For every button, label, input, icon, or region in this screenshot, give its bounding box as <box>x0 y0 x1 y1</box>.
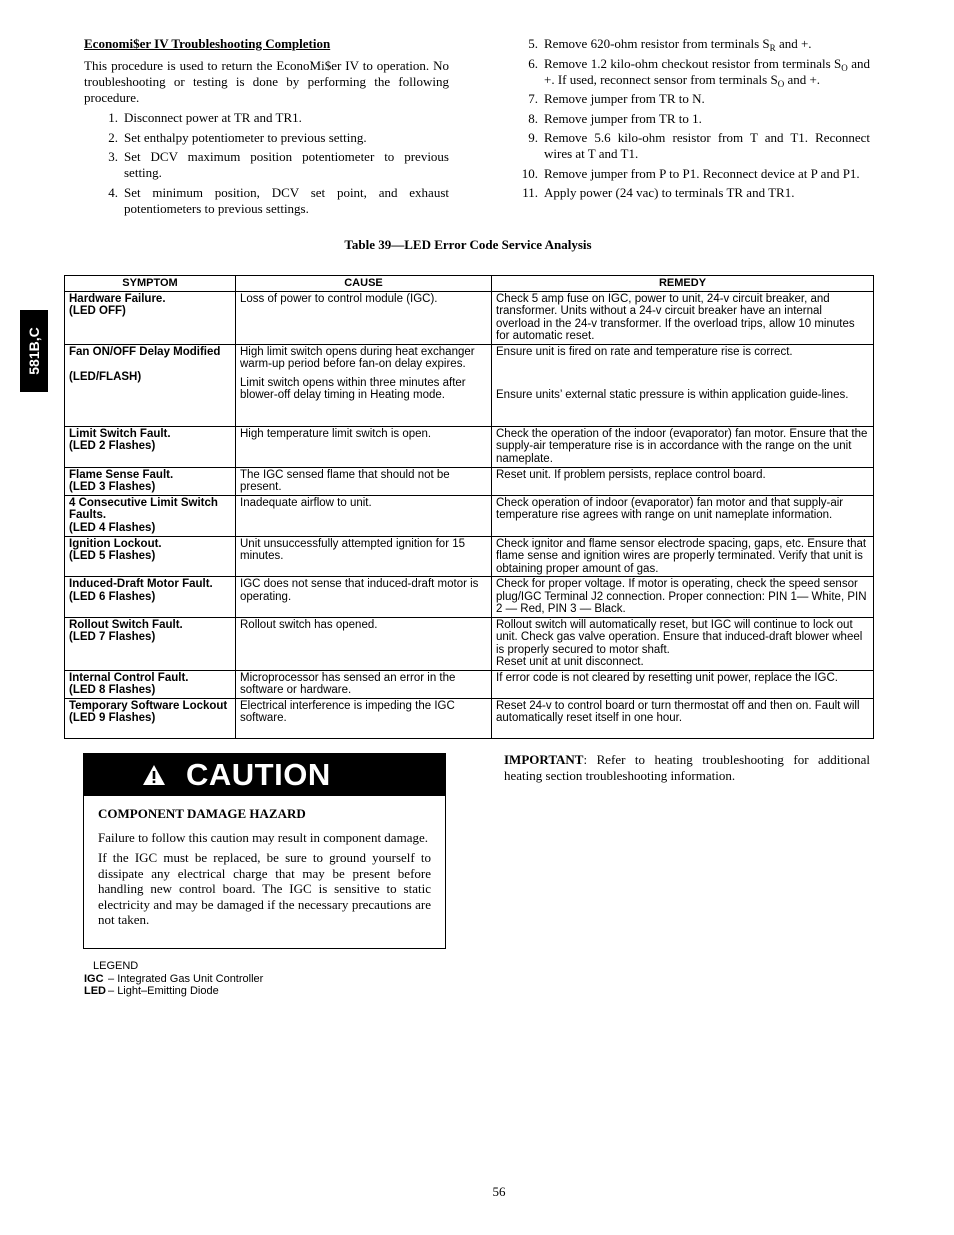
table-row <box>65 698 874 738</box>
table-row <box>65 291 874 344</box>
remedy-cell: If error code is not cleared by resetting unit power, replace the IGC. <box>492 670 874 698</box>
step-text: Remove jumper from P to P1. Reconnect device at P and P1. <box>544 165 860 181</box>
table-row <box>65 344 874 426</box>
step-text: Remove 1.2 kilo-ohm checkout resistor from terminals $S_O$ and +. If used, reconnect sensor from terminals $S_O$ and +. <box>544 55 870 89</box>
step-number: 3. <box>108 149 118 164</box>
remedy-cell: Check operation of indoor (evaporator) fan motor and that supply-air temperature rise agrees with range on unit nameplate information. <box>492 495 874 536</box>
step-text: Remove 5.6 kilo-ohm resistor from T and T1. Reconnect wires at T and T1. <box>544 130 870 161</box>
caution-body <box>84 796 445 928</box>
remedy-cell: Reset unit. If problem persists, replace control board. <box>492 467 874 495</box>
symptom-cell: Temporary Software Lockout (LED 9 Flashes) <box>65 698 236 738</box>
left-column <box>84 36 449 220</box>
table-title: Table 39—LED Error Code Service Analysis <box>344 237 592 252</box>
list-item <box>84 130 449 146</box>
column-header-symptom: SYMPTOM <box>65 276 236 292</box>
caution-paragraph: Failure to follow this caution may result in component damage. <box>98 829 428 845</box>
column-header-cause: CAUSE <box>236 276 492 292</box>
step-text: Remove 620-ohm resistor from terminals $S_R$ and +. <box>544 36 812 53</box>
hazard-heading: COMPONENT DAMAGE HAZARD <box>98 806 306 821</box>
caution-paragraph: If the IGC must be replaced, be sure to ground yourself to dissipate any electrical charge that may be present before handling new control board. The IGC is sensitive to static electricity and may be damaged if the necessary precautions are not taken. <box>98 850 431 927</box>
remedy-cell: Check ignitor and flame sensor electrode spacing, gaps, etc. Ensure that flame sense and ignition wires are properly terminated. Verify that unit is obtaining proper amount of gas. <box>492 536 874 577</box>
important-note <box>504 752 870 784</box>
right-column <box>504 36 870 205</box>
symptom-cell: Flame Sense Fault. (LED 3 Flashes) <box>65 467 236 495</box>
step-number: 8. <box>528 110 538 126</box>
cause-cell: Rollout switch has opened. <box>236 617 492 670</box>
step-text: Disconnect power at TR and TR1. <box>124 110 302 125</box>
legend-title: LEGEND <box>93 960 139 972</box>
cause-cell: High limit switch opens during heat exchanger warm-up period before fan-on delay expires. Limit switch opens within three minutes after blower-off delay timing in Heating mode. <box>236 344 492 426</box>
section-heading: Economi$er IV Troubleshooting Completion <box>84 36 331 51</box>
step-number: 9. <box>528 130 538 145</box>
step-number: 2. <box>108 129 118 145</box>
table-row <box>65 536 874 577</box>
step-text: Remove jumper from TR to 1. <box>544 110 702 126</box>
important-label: IMPORTANT <box>504 752 584 767</box>
side-tab-label: 581B,C <box>26 327 42 375</box>
caution-header <box>84 754 445 796</box>
legend-item: IGC – Integrated Gas Unit Controller <box>84 972 264 985</box>
remedy-cell: Check 5 amp fuse on IGC, power to unit, 24-v circuit breaker, and transformer. Units without a 24-v circuit breaker have an internal overload in the 24-v transformer. If the overload trips, allow 10 minutes for automatic reset. <box>492 291 874 344</box>
list-item <box>84 185 449 217</box>
caution-title: CAUTION <box>186 757 331 792</box>
cause-cell: Electrical interference is impeding the IGC software. <box>236 698 492 738</box>
table-row <box>65 495 874 536</box>
page-number: 56 <box>492 1184 506 1199</box>
cause-cell: The IGC sensed flame that should not be present. <box>236 467 492 495</box>
cause-cell: High temperature limit switch is open. <box>236 426 492 467</box>
list-item <box>504 130 870 162</box>
symptom-cell: Internal Control Fault. (LED 8 Flashes) <box>65 670 236 698</box>
list-item <box>504 166 870 182</box>
remedy-cell: Check for proper voltage. If motor is operating, check the speed sensor plug/IGC Terminal J2 connection. Proper connection: PIN 1— White, PIN 2 — Red, PIN 3 — Black. <box>492 577 874 618</box>
table-row <box>65 617 874 670</box>
symptom-cell: Fan ON/OFF Delay Modified (LED/FLASH) <box>65 344 236 426</box>
remedy-cell: Rollout switch will automatically reset, but IGC will continue to lock out unit. Check gas valve operation. Ensure that induced-draft blower wheel is properly secured to motor shaft. Reset unit at unit disconnect. <box>492 617 874 670</box>
legend-item: LED – Light–Emitting Diode <box>84 985 219 997</box>
cause-cell: Inadequate airflow to unit. <box>236 495 492 536</box>
legend <box>84 960 263 998</box>
step-number: 7. <box>528 91 538 106</box>
remedy-cell: Ensure unit is fired on rate and temperature rise is correct. Ensure units’ external static pressure is within application guide-lines. <box>492 344 874 426</box>
symptom-cell: Rollout Switch Fault. (LED 7 Flashes) <box>65 617 236 670</box>
continued-steps-list <box>504 36 870 201</box>
step-number: 6. <box>528 55 538 71</box>
table-row <box>65 467 874 495</box>
cause-cell: Unit unsuccessfully attempted ignition for 15 minutes. <box>236 536 492 577</box>
table-row <box>65 670 874 698</box>
step-text: Remove jumper from TR to N. <box>544 91 705 106</box>
table-row <box>65 426 874 467</box>
list-item <box>84 110 449 126</box>
step-text: Set minimum position, DCV set point, and exhaust potentiometers to previous settings. <box>124 184 449 216</box>
list-item <box>504 111 870 127</box>
led-error-code-table <box>64 275 874 739</box>
table-header-row <box>65 276 874 292</box>
table-row <box>65 577 874 618</box>
symptom-cell: Limit Switch Fault. (LED 2 Flashes) <box>65 426 236 467</box>
symptom-cell: 4 Consecutive Limit Switch Faults. (LED 4 Flashes) <box>65 495 236 536</box>
step-text: Set DCV maximum position potentiometer to previous setting. <box>124 149 449 180</box>
warning-triangle-icon <box>142 764 166 786</box>
list-item <box>84 149 449 181</box>
cause-cell: IGC does not sense that induced-draft motor is operating. <box>236 577 492 618</box>
step-number: 5. <box>528 36 538 51</box>
list-item <box>504 36 870 52</box>
column-header-remedy: REMEDY <box>492 276 874 292</box>
step-text: Set enthalpy potentiometer to previous setting. <box>124 129 367 145</box>
completion-steps-list <box>84 110 449 217</box>
side-tab <box>20 310 48 392</box>
list-item <box>504 185 870 201</box>
cause-cell: Loss of power to control module (IGC). <box>236 291 492 344</box>
symptom-cell: Hardware Failure. (LED OFF) <box>65 291 236 344</box>
step-number: 1. <box>108 110 118 125</box>
remedy-cell: Check the operation of the indoor (evaporator) fan motor. Ensure that the supply-air temperature rise is in accordance with the range on the unit nameplate. <box>492 426 874 467</box>
list-item <box>504 56 870 88</box>
symptom-cell: Ignition Lockout. (LED 5 Flashes) <box>65 536 236 577</box>
list-item <box>504 91 870 107</box>
step-number: 11. <box>522 185 538 200</box>
cause-cell: Microprocessor has sensed an error in the software or hardware. <box>236 670 492 698</box>
important-text: : Refer to heating troubleshooting for additional heating section troubleshooting information. <box>504 752 870 783</box>
symptom-cell: Induced-Draft Motor Fault. (LED 6 Flashes) <box>65 577 236 618</box>
caution-box <box>83 753 446 949</box>
step-number: 10. <box>521 165 538 181</box>
remedy-cell: Reset 24-v to control board or turn thermostat off and then on. Fault will automatically reset itself in one hour. <box>492 698 874 738</box>
step-text: Apply power (24 vac) to terminals TR and TR1. <box>544 185 795 200</box>
step-number: 4. <box>108 184 118 200</box>
intro-paragraph: This procedure is used to return the EconoMi$er IV to operation. No troubleshooting or testing is done by performing the following procedure. <box>84 58 449 105</box>
